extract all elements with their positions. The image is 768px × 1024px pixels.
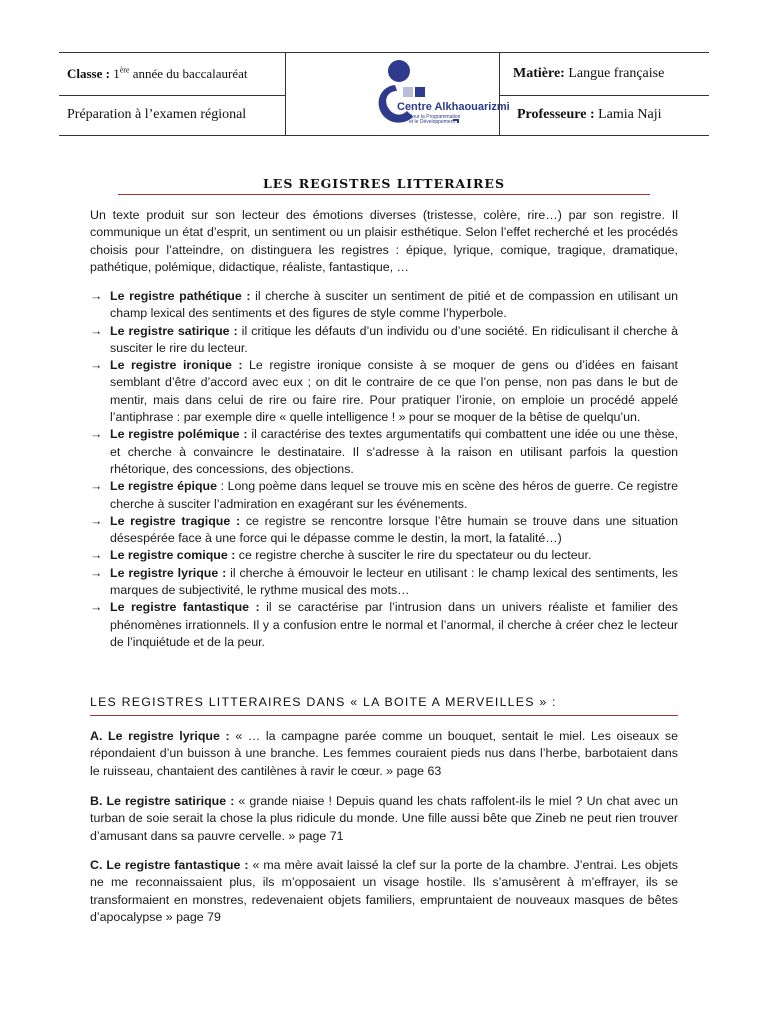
item-text: il se caractérise par l’intrusion dans un univers réaliste et familier des phénomènes irrationnels. Il y a confusion entre le normal et l’anormal, il cherche à créer chez le lecteur de l’inquiétude et de la peur. bbox=[110, 600, 678, 649]
list-item bbox=[90, 478, 678, 513]
item-text: il critique les défauts d’un individu ou d’une société. En ridiculisant il cherche à susciter le rire du lecteur. bbox=[110, 323, 679, 355]
item-label: Le registre épique bbox=[110, 479, 218, 494]
matiere-label: Matière: bbox=[513, 66, 565, 81]
arrow-icon: → bbox=[90, 513, 103, 528]
item-text: il caractérise des textes argumentatifs qui combattent une idée ou une thèse, et cherche à convaincre le destinataire. Il s’adresse à la raison en utilisant parfois la question rhétorique, des concessions, des objections. bbox=[110, 427, 678, 476]
classe-cell bbox=[59, 53, 279, 95]
professeur-value: Lamia Naji bbox=[598, 107, 662, 122]
arrow-icon: → bbox=[90, 427, 103, 442]
page-title: LES REGISTRES LITTERAIRES bbox=[263, 176, 505, 191]
example-label: C. Le registre fantastique : bbox=[90, 858, 249, 872]
registres-list bbox=[90, 288, 678, 651]
arrow-icon: → bbox=[90, 548, 103, 563]
professeur-label: Professeure : bbox=[517, 107, 595, 122]
classe-label: Classe : bbox=[67, 66, 110, 81]
classe-sup: ère bbox=[119, 65, 130, 75]
list-item bbox=[90, 357, 678, 426]
preparation-cell: Préparation à l’examen régional bbox=[67, 107, 247, 122]
item-label: Le registre fantastique : bbox=[110, 600, 260, 615]
example-paragraph bbox=[90, 728, 678, 780]
list-item bbox=[90, 513, 678, 548]
arrow-icon: → bbox=[90, 479, 103, 494]
header-table bbox=[59, 52, 709, 136]
item-text: Le registre ironique consiste à se moquer de gens ou d’idées en faisant semblant d’être d’accord avec eux ; on dit le contraire de ce que l’on pense, non pas dans le but de mentir, mais dans celui de rire ou faire rire. Pour pratiquer l’ironie, on emploie un procédé appelé l’antiphrase : par exemple dire « quelle intelligence ! » pour se moquer de la bêtise de quelqu’un. bbox=[110, 358, 678, 425]
item-label: Le registre polémique : bbox=[110, 427, 248, 442]
arrow-icon: → bbox=[90, 323, 103, 338]
centre-logo bbox=[309, 57, 510, 131]
list-item bbox=[90, 426, 678, 478]
logo-subtitle-line: et le Développement bbox=[409, 119, 455, 125]
title-underline bbox=[118, 194, 650, 195]
section-underline bbox=[90, 715, 678, 716]
example-label: B. Le registre satirique : bbox=[90, 794, 235, 808]
item-label: Le registre comique : bbox=[110, 548, 236, 563]
matiere-value: Langue française bbox=[568, 66, 665, 81]
logo-subtitle bbox=[409, 115, 460, 125]
item-label: Le registre ironique : bbox=[110, 358, 243, 373]
example-paragraph bbox=[90, 857, 678, 926]
item-text: ce registre se rencontre lorsque l’être humain se trouve dans une situation désespérée face à une force qui le dépasse comme le destin, la mort, la fatalité…) bbox=[110, 513, 679, 546]
matiere-cell bbox=[499, 53, 709, 95]
item-label: Le registre satirique : bbox=[110, 323, 238, 338]
item-label: Le registre pathétique : bbox=[110, 289, 251, 303]
item-text: ce registre cherche à susciter le rire du spectateur ou du lecteur. bbox=[235, 548, 592, 563]
list-item bbox=[90, 288, 678, 323]
arrow-icon: → bbox=[90, 358, 103, 373]
classe-num: 1 bbox=[113, 66, 120, 81]
section-title: LES REGISTRES LITTERAIRES DANS « LA BOITE A MERVEILLES » : bbox=[90, 695, 557, 709]
item-text: : Long poème dans lequel se trouve mis en scène des héros de guerre. Ce registre cherche à susciter l’admiration en exagérant sur les événements. bbox=[110, 479, 678, 511]
logo-subtitle-line: Pour la Programmation bbox=[409, 114, 461, 120]
example-text: « ma mère avait laissé la clef sur la porte de la chambre. J’entrai. Les objets ne me reconnaissaient plus, ils m’opposaient un visage hostile. Ils s’amusèrent à m’effrayer, ils se transformaient en monstres, redevenaient objets familiers, empruntaient de nouveaux masques de bêtes d’apocalypse » page 79 bbox=[90, 858, 679, 924]
logo-name: Centre Alkhaouarizmi bbox=[397, 101, 510, 113]
item-label: Le registre tragique : bbox=[110, 513, 241, 528]
arrow-icon: → bbox=[90, 565, 103, 580]
logo-icon bbox=[309, 57, 489, 131]
example-label: A. Le registre lyrique : bbox=[90, 729, 230, 743]
example-paragraph bbox=[90, 793, 678, 845]
list-item bbox=[90, 565, 678, 600]
header-divider bbox=[285, 53, 286, 135]
arrow-icon: → bbox=[90, 289, 103, 303]
example-text: « grande niaise ! Depuis quand les chats raffolent-ils le miel ? Un chat avec un turban de soie serait la chose la plus ridicule du monde. Une fille aussi bête que Zineb ne peut rien trouver d’amusant dans sa pauvre cervelle. » page 71 bbox=[90, 794, 678, 843]
arrow-icon: → bbox=[90, 600, 103, 615]
classe-value: année du baccalauréat bbox=[132, 66, 248, 81]
professeur-cell bbox=[499, 95, 709, 135]
list-item bbox=[90, 323, 678, 358]
item-text: il cherche à susciter un sentiment de pitié et de compassion en utilisant un champ lexical des sentiments et des figures de style comme l’hyperbole. bbox=[110, 289, 679, 321]
item-label: Le registre lyrique : bbox=[110, 565, 227, 580]
item-text: il cherche à émouvoir le lecteur en utilisant : le champ lexical des sentiments, les marques de subjectivité, le rythme musical des mots… bbox=[110, 565, 678, 598]
list-item bbox=[90, 547, 678, 564]
list-item bbox=[90, 599, 678, 651]
example-text: « … la campagne parée comme un bouquet, sentait le miel. Les oiseaux se répondaient d’un buisson à une branche. Les femmes couraient pieds nus dans l’herbe, barbotaient dans le ruisseau, chantaient des cantilènes à ravir le cœur. » page 63 bbox=[90, 729, 678, 778]
intro-paragraph: Un texte produit sur son lecteur des émotions diverses (tristesse, colère, rire…) par son registre. Il communique un état d’esprit, un sentiment ou un plaisir esthétique. Selon l’effet recherché et les procédés choisis pour l’atteindre, on distinguera les registres : épique, lyrique, comique, tragique, dramatique, pathétique, polémique, didactique, réaliste, fantastique, … bbox=[90, 208, 678, 274]
